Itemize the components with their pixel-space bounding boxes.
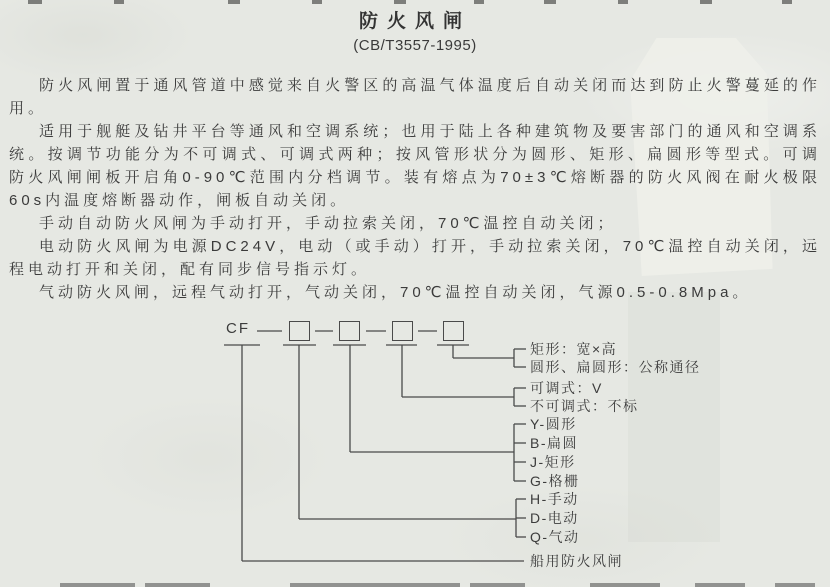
scan-mark <box>145 583 210 587</box>
label-size-round: 圆形、扁圆形：公称通径 <box>530 359 701 375</box>
paragraph-application: 适用于舰艇及钻井平台等通风和空调系统；也用于陆上各种建筑物及要害部门的通风和空调系统。按调节功能分为不可调式、可调式两种；按风管形状分为圆形、矩形、扁圆形等型式。可调防火风闸闸板开启角0-90℃范围内分档调节。装有熔点为70±3℃熔断器的防火风阀在耐火极限60s内温度熔断器动作，闸板自动关闭。 <box>9 123 821 209</box>
page-title: 防火风闸 <box>358 11 471 32</box>
scan-mark <box>700 0 712 4</box>
scan-mark <box>782 0 792 4</box>
paragraph-pneumatic: 气动防火风闸，远程气动打开，气动关闭，70℃温控自动关闭，气源0.5-0.8Mpa。 <box>39 284 752 301</box>
paragraph-manual: 手动自动防火风闸为手动打开，手动拉索关闭，70℃温控自动关闭； <box>39 215 617 232</box>
label-shape-g: G-格栅 <box>530 473 580 489</box>
label-drive-h: H-手动 <box>530 491 579 507</box>
scan-mark <box>544 0 556 4</box>
label-shape-j: J-矩形 <box>530 454 576 470</box>
scan-mark <box>470 583 525 587</box>
label-drive-d: D-电动 <box>530 510 579 526</box>
scan-mark <box>290 583 460 587</box>
scan-mark <box>228 0 240 4</box>
scan-mark <box>775 583 815 587</box>
scan-mark <box>60 583 135 587</box>
scan-mark <box>114 0 124 4</box>
scan-mark <box>618 0 628 4</box>
standard-number: (CB/T3557-1995) <box>353 37 477 54</box>
label-shape-b: B-扁圆 <box>530 435 578 451</box>
label-shape-y: Y-圆形 <box>530 416 577 432</box>
code-prefix: CF <box>226 320 250 337</box>
scan-mark <box>474 0 484 4</box>
paragraph-electric: 电动防火风闸为电源DC24V，电动（或手动）打开，手动拉索关闭，70℃温控自动关闭，远程电动打开和关闭，配有同步信号指示灯。 <box>9 238 821 278</box>
scan-mark <box>312 0 322 4</box>
scan-mark <box>394 0 406 4</box>
scan-mark <box>590 583 660 587</box>
label-adjustable: 可调式：V <box>530 380 603 396</box>
label-product-name: 船用防火风闸 <box>530 553 623 569</box>
label-drive-q: Q-气动 <box>530 529 580 545</box>
paragraph-intro: 防火风闸置于通风管道中感觉来自火警区的高温气体温度后自动关闭而达到防止火警蔓延的作用。 <box>9 77 821 117</box>
label-non-adjustable: 不可调式：不标 <box>530 398 639 414</box>
scan-mark <box>28 0 42 4</box>
scan-mark <box>695 583 745 587</box>
label-size-rect: 矩形：宽×高 <box>530 341 618 357</box>
